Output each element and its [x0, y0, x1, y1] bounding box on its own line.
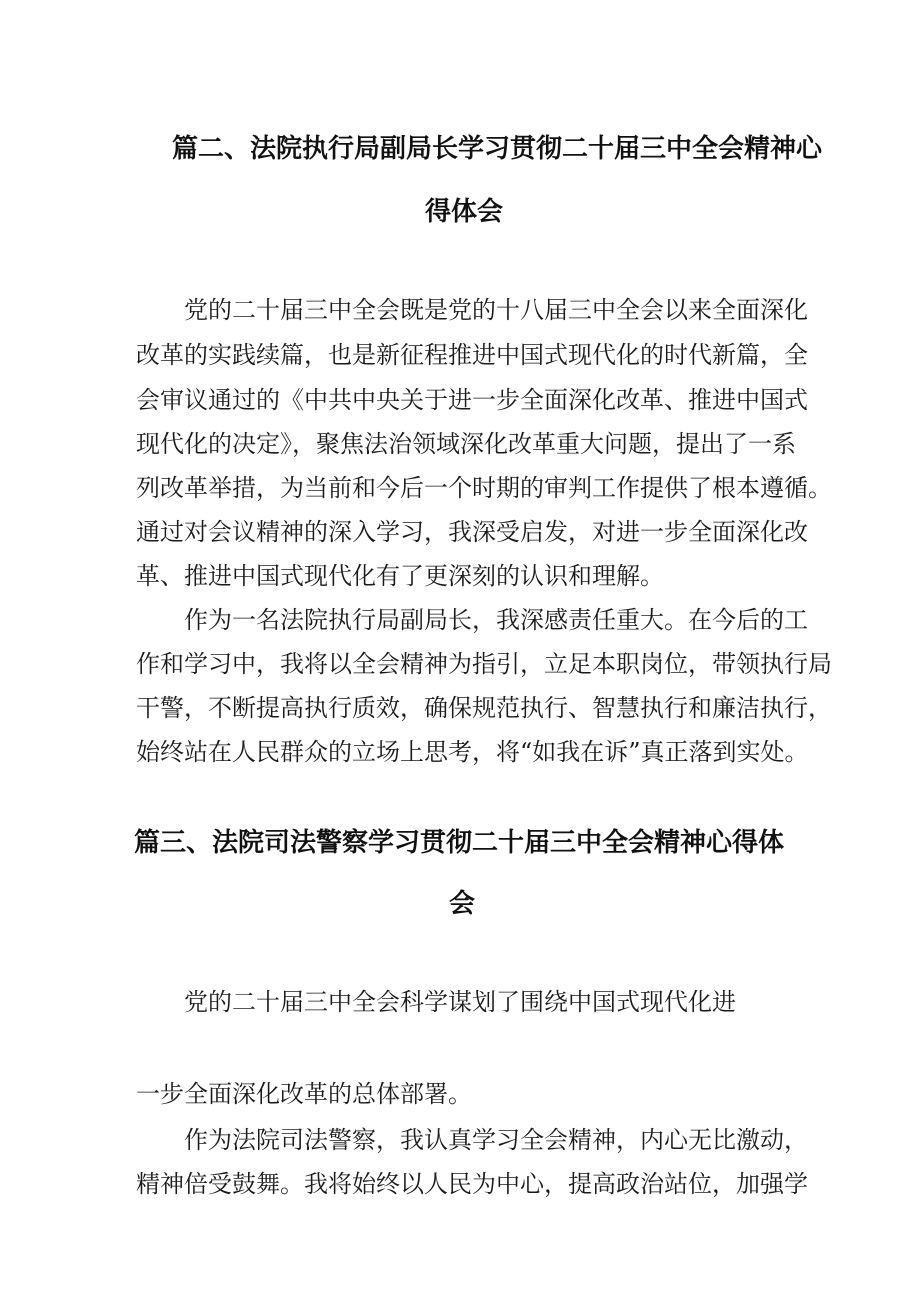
section2-p1-line: 改革的实践续篇，也是新征程推进中国式现代化的时代新篇，全 — [136, 341, 808, 369]
section3-p1-line: 党的二十届三中全会科学谋划了围绕中国式现代化进 — [184, 988, 736, 1016]
section3-title-line1: 篇三、法院司法警察学习贯彻二十届三中全会精神心得体 — [134, 828, 785, 858]
section2-p2-line: 作为一名法院执行局副局长，我深感责任重大。在今后的工 — [184, 606, 808, 634]
section2-p1-line: 党的二十届三中全会既是党的十八届三中全会以来全面深化 — [184, 296, 808, 324]
section3-title-line2: 会 — [449, 889, 476, 919]
section3-p2-line: 作为法院司法警察，我认真学习全会精神，内心无比激动， — [184, 1126, 808, 1154]
section2-p1-line: 通过对会议精神的深入学习，我深受启发，对进一步全面深化改 — [136, 518, 808, 546]
section2-p1-line: 列改革举措，为当前和今后一个时期的审判工作提供了根本遵循。 — [136, 474, 832, 502]
section2-p2-line: 始终站在人民群众的立场上思考，将“如我在诉”真正落到实处。 — [136, 738, 809, 766]
section2-p2-line: 干警，不断提高执行质效，确保规范执行、智慧执行和廉洁执行， — [136, 694, 832, 722]
section2-p2-line: 作和学习中，我将以全会精神为指引，立足本职岗位，带领执行局 — [136, 650, 832, 678]
section2-p1-line: 革、推进中国式现代化有了更深刻的认识和理解。 — [136, 562, 664, 590]
section2-p1-line: 会审议通过的《中共中央关于进一步全面深化改革、推进中国式 — [136, 386, 808, 414]
section2-title-line2: 得体会 — [425, 197, 504, 227]
section2-title-line1: 篇二、法院执行局副局长学习贯彻二十届三中全会精神心 — [172, 134, 823, 164]
section3-p1-line: 一步全面深化改革的总体部署。 — [136, 1080, 472, 1108]
section2-p1-line: 现代化的决定》，聚焦法治领域深化改革重大问题，提出了一系 — [136, 430, 796, 458]
section3-p2-line: 精神倍受鼓舞。我将始终以人民为中心，提高政治站位，加强学 — [136, 1170, 808, 1198]
